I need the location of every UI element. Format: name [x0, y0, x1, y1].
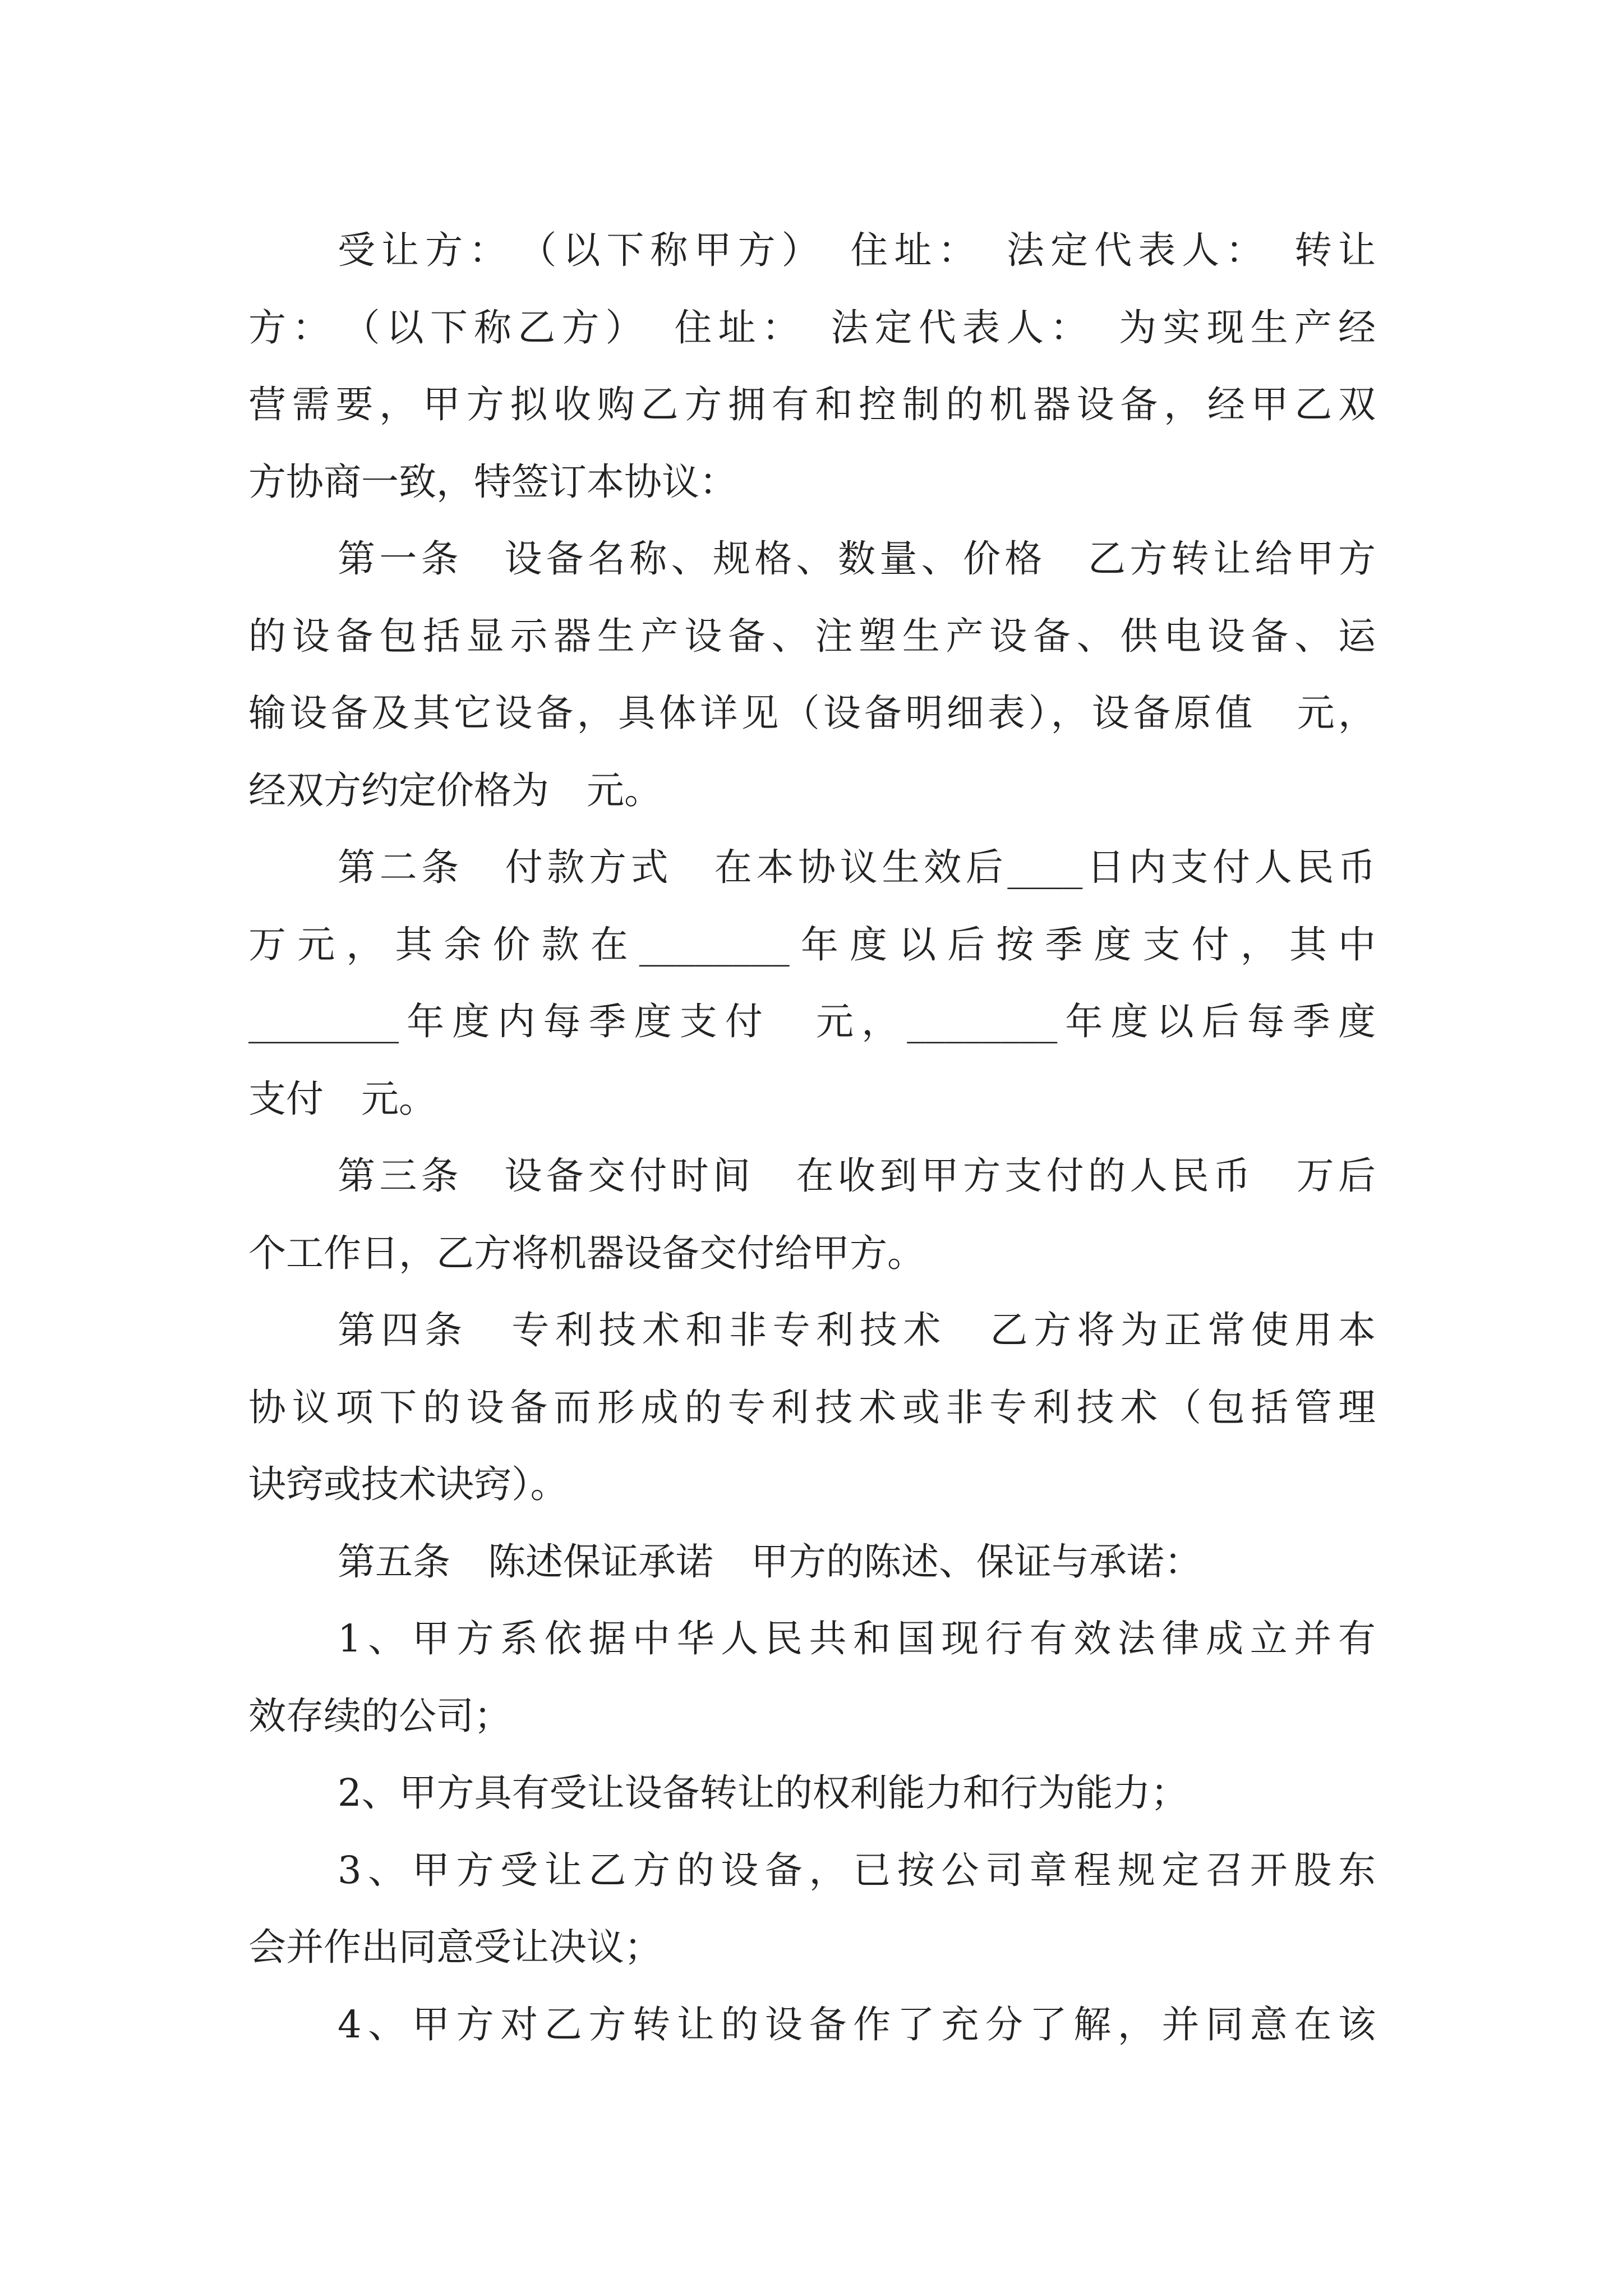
- text-line: 诀窍或技术诀窍）。: [248, 1462, 568, 1506]
- text-line: 的设备包括显示器生产设备、注塑生产设备、供电设备、运: [248, 614, 1376, 658]
- document-body: [248, 212, 1376, 2063]
- text-line: 受让方： （以下称甲方） 住址： 法定代表人： 转让: [338, 228, 1376, 272]
- text-line: 会并作出同意受让决议；: [248, 1925, 662, 1969]
- text-line: 方协商一致，特签订本协议：: [248, 459, 737, 504]
- text-line: 万元，其余价款在________年度以后按季度支付，其中: [248, 922, 1376, 967]
- text-line: 2、甲方具有受让设备转让的权利能力和行为能力；: [338, 1771, 1188, 1815]
- text-line: 3、甲方受让乙方的设备，已按公司章程规定召开股东: [338, 1848, 1376, 1892]
- text-line: 协议项下的设备而形成的专利技术或非专利技术（包括管理: [248, 1385, 1376, 1429]
- text-line: 第一条 设备名称、规格、数量、价格 乙方转让给甲方: [338, 537, 1376, 581]
- text-line: 支付 元。: [248, 1076, 436, 1121]
- text-line: 个工作日，乙方将机器设备交付给甲方。: [248, 1231, 925, 1275]
- text-line: 营需要，甲方拟收购乙方拥有和控制的机器设备，经甲乙双: [248, 383, 1376, 426]
- text-line: 经双方约定价格为 元。: [248, 768, 662, 812]
- text-line: 第五条 陈述保证承诺 甲方的陈述、保证与承诺：: [338, 1539, 1202, 1584]
- text-line: 输设备及其它设备，具体详见（设备明细表），设备原值 元，: [248, 691, 1376, 735]
- text-line: ________年度内每季度支付 元，________年度以后每季度: [248, 1000, 1376, 1043]
- text-line: 1、甲方系依据中华人民共和国现行有效法律成立并有: [338, 1617, 1376, 1660]
- text-line: 第四条 专利技术和非专利技术 乙方将为正常使用本: [338, 1308, 1376, 1352]
- text-line: 方： （以下称乙方） 住址： 法定代表人： 为实现生产经: [248, 305, 1376, 349]
- text-line: 效存续的公司；: [248, 1694, 511, 1738]
- text-line: 第三条 设备交付时间 在收到甲方支付的人民币 万后: [338, 1154, 1376, 1198]
- text-line: 4、甲方对乙方转让的设备作了充分了解，并同意在该: [338, 2002, 1376, 2046]
- text-line: 第二条 付款方式 在本协议生效后____日内支付人民币: [338, 845, 1376, 889]
